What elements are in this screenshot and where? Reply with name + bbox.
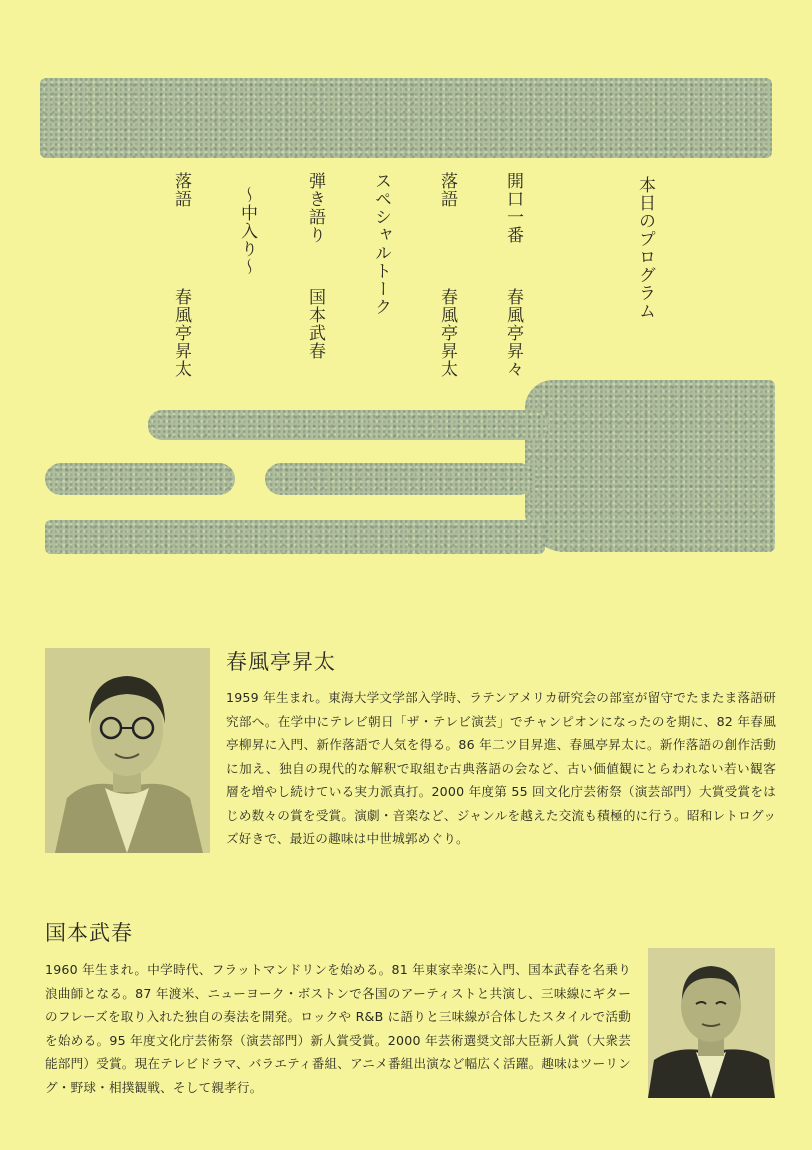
program-item-kind: 弾き語り [305,172,325,244]
portrait-photo [45,648,210,853]
profile-name: 国本武春 [45,921,133,945]
profile-bio: 1960 年生まれ。中学時代、フラットマンドリンを始める。81 年東家幸楽に入門、国本武春を名乗り浪曲師となる。87 年渡米、ニューヨーク・ボストンで各国のアーティストと共演し、三味線にギターのフレーズを取り入れた独自の奏法を開発。ロックや R&B に語りと三味線が合体したスタイルで活動を始める。95 年度文化庁芸術祭（演芸部門）新人賞受賞。2000 年芸術選奨文部大臣新人賞（大衆芸能部門）受賞。現在テレビドラマ、バラエティ番組、アニメ番組出演など幅広く活躍。趣味はツーリング・野球・相撲観戦、そして親孝行。 [45,962,631,1095]
program-item-kind: 開口一番 [503,172,523,244]
profile-name: 春風亭昇太 [226,650,336,674]
program-title: 本日のプログラム [635,176,655,320]
program-item-performer: 春風亭昇太 [171,288,191,378]
portrait-illustration [45,648,210,853]
cloud-band-center [265,463,535,495]
portrait-illustration [648,948,775,1098]
cloud-band-right [525,380,775,552]
cloud-band-bottom [45,520,545,554]
profile-bio: 1959 年生まれ。東海大学文学部入学時、ラテンアメリカ研究会の部室が留守でたまたま落語研究部へ。在学中にテレビ朝日「ザ・テレビ演芸」でチャンピオンになったのを期に、82 年春風亭柳昇に入門、新作落語で人気を得る。86 年二ツ目昇進、春風亭昇太に。新作落語の創作活動に加え、独自の現代的な解釈で取組む古典落語の会など、古い価値観にとらわれない若い観客層を増やし続けている実力派真打。2000 年度第 55 回文化庁芸術祭（演芸部門）大賞受賞をはじめ数々の賞を受賞。演劇・音楽など、ジャンルを越えた交流も積極的に行う。昭和レトログッズ好きで、最近の趣味は中世城郭めぐり。 [226,690,776,846]
program-item-performer: 春風亭昇々 [503,288,523,378]
program-item-performer: 春風亭昇太 [437,288,457,378]
program-item-performer: 国本武春 [305,288,325,360]
cloud-band-top [40,78,772,158]
cloud-band-middle [148,410,548,440]
program-item-kind: 落語 [171,172,191,208]
cloud-band-left [45,463,235,495]
program-item-kind: スペシャルトーク [371,172,391,316]
program-item-intermission: ～中入り～ [237,186,257,276]
portrait-photo [648,948,775,1098]
program-item-kind: 落語 [437,172,457,208]
